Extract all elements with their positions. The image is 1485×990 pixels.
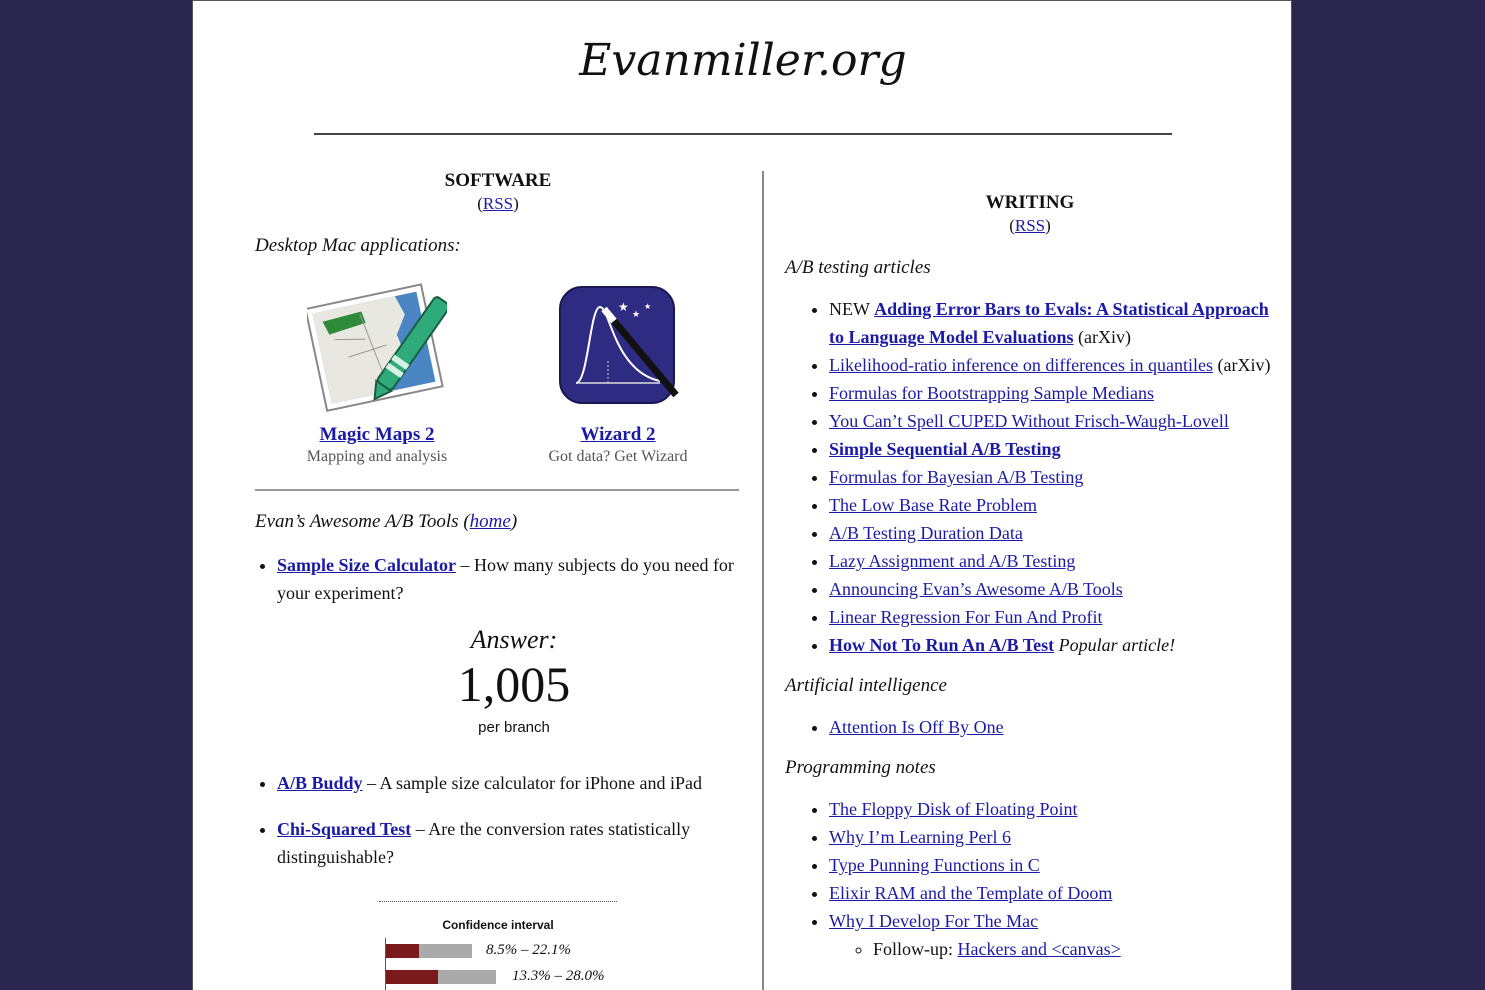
- article-link[interactable]: You Can’t Spell CUPED Without Frisch-Waugh-Lovell: [829, 411, 1229, 431]
- column-divider: [762, 171, 764, 990]
- article-link[interactable]: Formulas for Bayesian A/B Testing: [829, 467, 1084, 487]
- article-link[interactable]: The Low Base Rate Problem: [829, 495, 1037, 515]
- software-heading: SOFTWARE: [444, 170, 552, 191]
- answer-value: 1,005: [457, 656, 571, 712]
- list-item: [277, 769, 741, 797]
- list-item: [829, 795, 1275, 823]
- software-rss-line: (RSS): [477, 194, 519, 213]
- ab-tools-heading: [255, 511, 741, 533]
- followup-prefix: Follow-up:: [873, 939, 958, 959]
- chi-squared-test-link[interactable]: Chi-Squared Test: [277, 819, 412, 839]
- list-item: [829, 575, 1275, 603]
- list-item: [829, 631, 1275, 659]
- article-prefix: NEW: [829, 299, 875, 319]
- ab-articles-heading: A/B testing articles: [785, 257, 931, 278]
- followup-link[interactable]: Hackers and <canvas>: [957, 939, 1121, 959]
- list-item: [829, 851, 1275, 879]
- list-item: [829, 547, 1275, 575]
- article-link[interactable]: Formulas for Bootstrapping Sample Medians: [829, 383, 1154, 403]
- article-link[interactable]: Type Punning Functions in C: [829, 855, 1040, 875]
- desktop-apps-label: Desktop Mac applications:: [255, 235, 461, 256]
- list-item: [829, 491, 1275, 519]
- list-item: [829, 519, 1275, 547]
- title-divider: [314, 133, 1172, 135]
- wizard-subtitle: Got data? Get Wizard: [548, 448, 688, 465]
- tools-list: [255, 551, 741, 871]
- chi-squared-test-desc: – Are the conversion rates statistically distinguishable?: [277, 819, 691, 867]
- article-link[interactable]: Announcing Evan’s Awesome A/B Tools: [829, 579, 1123, 599]
- list-item: [277, 815, 741, 871]
- article-link[interactable]: Linear Regression For Fun And Profit: [829, 607, 1103, 627]
- article-link[interactable]: Simple Sequential A/B Testing: [829, 439, 1061, 459]
- article-link[interactable]: Likelihood-ratio inference on differences in quantiles: [829, 355, 1214, 375]
- programming-articles-list: [785, 795, 1275, 963]
- answer-widget: [277, 625, 741, 739]
- confidence-interval-widget: [379, 901, 617, 990]
- software-column: [255, 169, 741, 990]
- ci-label-2: 13.3% – 28.0%: [512, 968, 605, 984]
- writing-rss-link[interactable]: RSS: [1014, 216, 1046, 235]
- list-item: [829, 907, 1275, 963]
- writing-rss-line: (RSS): [1009, 216, 1051, 235]
- ai-articles-list: [785, 713, 1275, 741]
- wand-distribution-icon[interactable]: [548, 281, 688, 411]
- svg-text:★: ★: [632, 310, 641, 320]
- list-item: [829, 823, 1275, 851]
- ci-row: [385, 938, 617, 964]
- list-item: [829, 463, 1275, 491]
- answer-unit: per branch: [478, 719, 550, 736]
- app-list: [255, 281, 741, 471]
- answer-label: Answer:: [470, 625, 558, 654]
- list-item: [829, 379, 1275, 407]
- svg-text:★: ★: [618, 300, 629, 314]
- article-suffix: Popular article!: [1054, 635, 1176, 655]
- magic-maps-link[interactable]: Magic Maps 2: [319, 424, 435, 445]
- ci-label-1: 8.5% – 22.1%: [486, 942, 571, 958]
- app-wizard[interactable]: [518, 281, 718, 467]
- list-item: [829, 435, 1275, 463]
- sample-size-calculator-desc: – How many subjects do you need for your experiment?: [277, 555, 734, 603]
- sample-size-calculator-link[interactable]: Sample Size Calculator: [277, 555, 456, 575]
- list-item: [829, 407, 1275, 435]
- ci-bar-1: [386, 944, 472, 958]
- list-item: [829, 603, 1275, 631]
- ci-bar-2: [386, 970, 496, 984]
- magic-maps-subtitle: Mapping and analysis: [306, 448, 448, 465]
- article-link[interactable]: Adding Error Bars to Evals: A Statistical Approach to Language Model Evaluations: [829, 299, 1269, 347]
- list-item: [829, 713, 1275, 741]
- article-link[interactable]: Attention Is Off By One: [829, 717, 1004, 737]
- writing-heading: WRITING: [985, 192, 1075, 213]
- programming-heading: Programming notes: [785, 757, 936, 778]
- article-link[interactable]: How Not To Run An A/B Test: [829, 635, 1055, 655]
- writing-column: [785, 191, 1275, 963]
- svg-text:★: ★: [644, 302, 652, 311]
- ab-tools-home-link[interactable]: home: [469, 511, 511, 532]
- map-crayon-icon[interactable]: [307, 281, 447, 411]
- ab-buddy-link[interactable]: A/B Buddy: [277, 773, 363, 793]
- ci-fill-2: [386, 970, 438, 984]
- list-item: [277, 551, 741, 739]
- list-item: [829, 295, 1275, 351]
- ab-tools-heading-text: Evan’s Awesome A/B Tools (: [255, 511, 470, 532]
- wizard-link[interactable]: Wizard 2: [580, 424, 656, 445]
- article-link[interactable]: Why I’m Learning Perl 6: [829, 827, 1011, 847]
- list-item: [829, 351, 1275, 379]
- ci-fill-1: [386, 944, 419, 958]
- article-link[interactable]: Lazy Assignment and A/B Testing: [829, 551, 1076, 571]
- article-suffix: (arXiv): [1073, 327, 1132, 347]
- ci-title: Confidence interval: [442, 918, 554, 932]
- ai-heading: Artificial intelligence: [785, 675, 947, 696]
- article-link[interactable]: Elixir RAM and the Template of Doom: [829, 883, 1113, 903]
- list-item: [873, 935, 1275, 963]
- page: [192, 0, 1292, 990]
- site-title: Evanmiller.org: [579, 35, 907, 86]
- list-item: [829, 879, 1275, 907]
- followup-list: [829, 935, 1275, 963]
- software-divider: [255, 489, 739, 491]
- article-link[interactable]: Why I Develop For The Mac: [829, 911, 1039, 931]
- ci-row: [385, 964, 617, 990]
- ab-buddy-desc: – A sample size calculator for iPhone and iPad: [362, 773, 702, 793]
- app-magic-maps[interactable]: [277, 281, 477, 467]
- software-rss-link[interactable]: RSS: [482, 194, 514, 213]
- article-link[interactable]: A/B Testing Duration Data: [829, 523, 1023, 543]
- ab-tools-heading-close: ): [510, 511, 518, 532]
- article-suffix: (arXiv): [1213, 355, 1271, 375]
- ab-articles-list: [785, 295, 1275, 659]
- article-link[interactable]: The Floppy Disk of Floating Point: [829, 799, 1078, 819]
